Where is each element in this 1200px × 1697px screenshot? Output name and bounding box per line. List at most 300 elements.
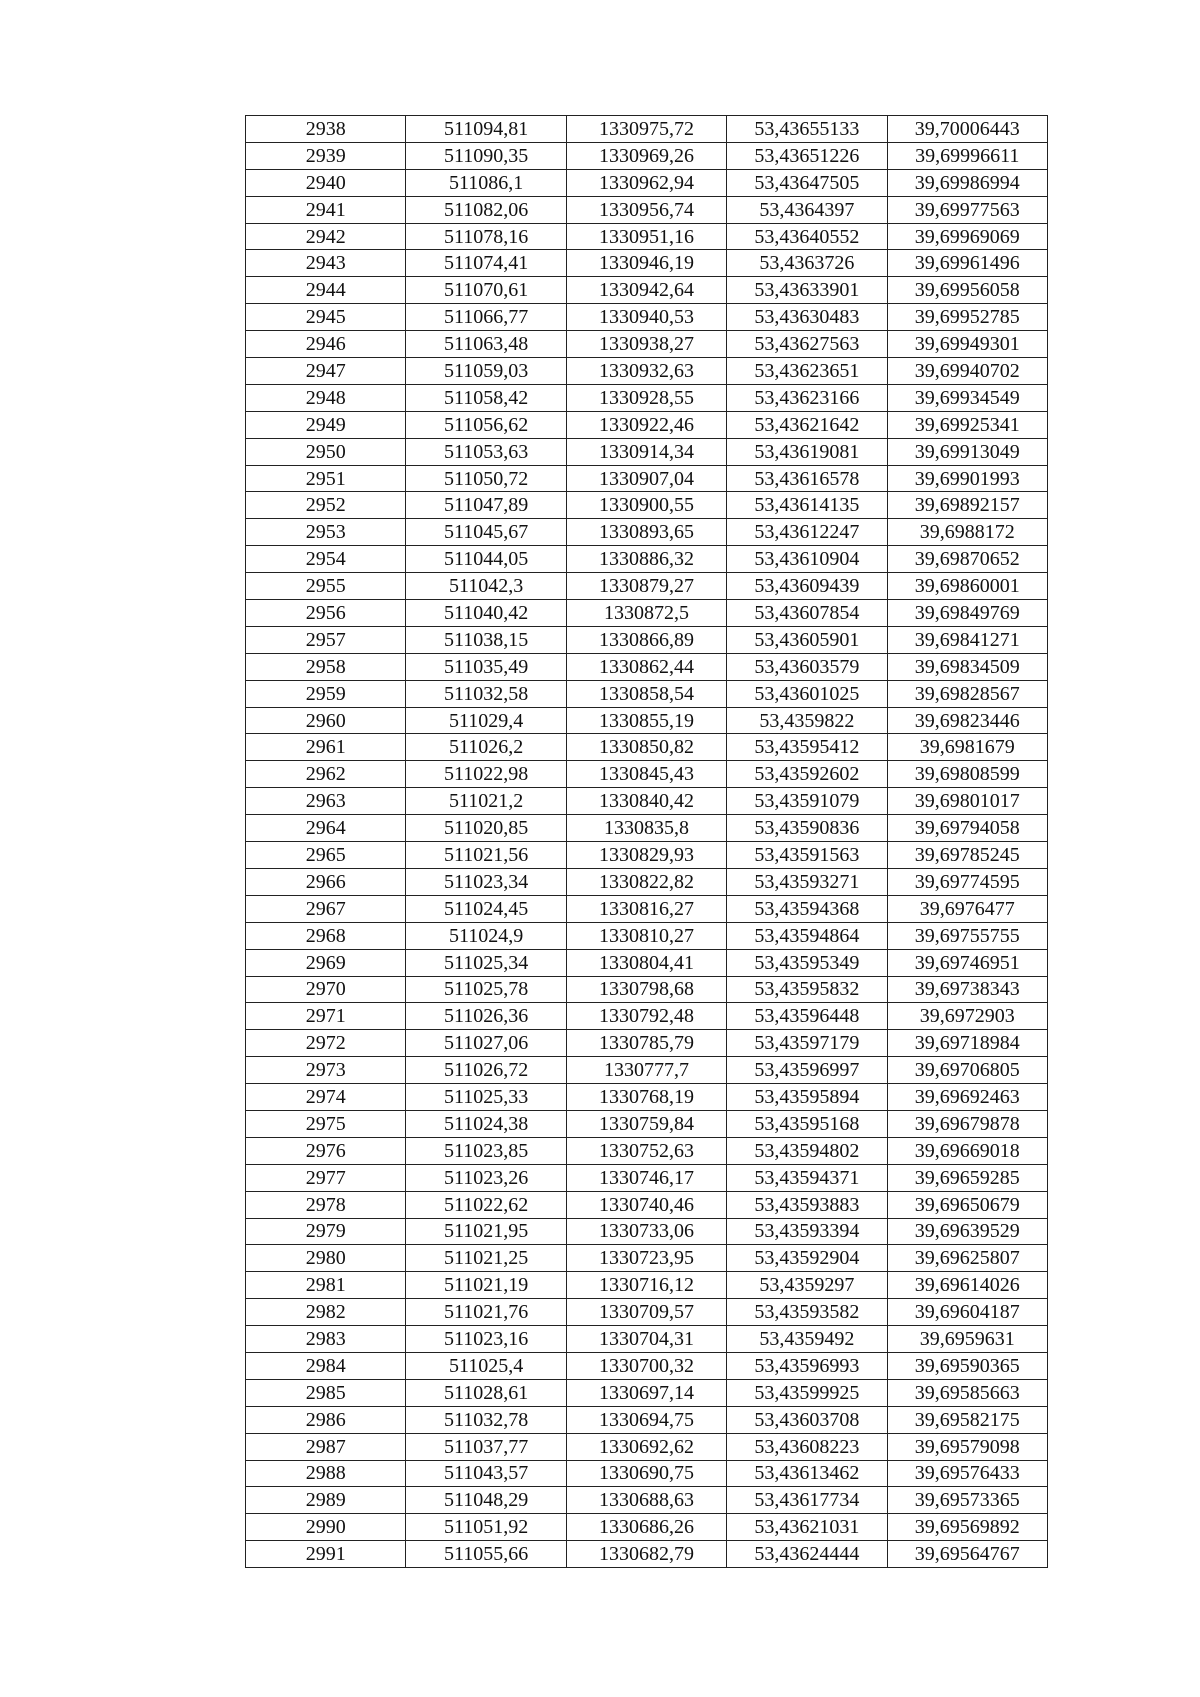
x-coordinate-cell: 511020,85 [406, 815, 566, 842]
table-row [246, 868, 1048, 895]
longitude-cell: 39,69841271 [887, 626, 1047, 653]
y-coordinate-cell: 1330785,79 [566, 1030, 726, 1057]
x-coordinate-cell: 511029,4 [406, 707, 566, 734]
latitude-cell: 53,43647505 [727, 169, 887, 196]
y-coordinate-cell: 1330682,79 [566, 1541, 726, 1568]
y-coordinate-cell: 1330746,17 [566, 1164, 726, 1191]
table-row [246, 626, 1048, 653]
x-coordinate-cell: 511035,49 [406, 653, 566, 680]
y-coordinate-cell: 1330855,19 [566, 707, 726, 734]
y-coordinate-cell: 1330777,7 [566, 1057, 726, 1084]
point-number-cell: 2973 [246, 1057, 406, 1084]
y-coordinate-cell: 1330928,55 [566, 384, 726, 411]
table-row [246, 142, 1048, 169]
longitude-cell: 39,69901993 [887, 465, 1047, 492]
point-number-cell: 2980 [246, 1245, 406, 1272]
y-coordinate-cell: 1330886,32 [566, 546, 726, 573]
y-coordinate-cell: 1330709,57 [566, 1299, 726, 1326]
table-row [246, 1352, 1048, 1379]
y-coordinate-cell: 1330866,89 [566, 626, 726, 653]
latitude-cell: 53,43599925 [727, 1379, 887, 1406]
longitude-cell: 39,69579098 [887, 1433, 1047, 1460]
point-number-cell: 2940 [246, 169, 406, 196]
latitude-cell: 53,43613462 [727, 1460, 887, 1487]
point-number-cell: 2955 [246, 573, 406, 600]
latitude-cell: 53,43590836 [727, 815, 887, 842]
table-row [246, 788, 1048, 815]
longitude-cell: 39,6972903 [887, 1003, 1047, 1030]
point-number-cell: 2988 [246, 1460, 406, 1487]
latitude-cell: 53,43596993 [727, 1352, 887, 1379]
table-row [246, 976, 1048, 1003]
x-coordinate-cell: 511082,06 [406, 196, 566, 223]
longitude-cell: 39,69808599 [887, 761, 1047, 788]
x-coordinate-cell: 511053,63 [406, 438, 566, 465]
latitude-cell: 53,43596448 [727, 1003, 887, 1030]
point-number-cell: 2941 [246, 196, 406, 223]
y-coordinate-cell: 1330858,54 [566, 680, 726, 707]
longitude-cell: 39,69659285 [887, 1164, 1047, 1191]
y-coordinate-cell: 1330688,63 [566, 1487, 726, 1514]
x-coordinate-cell: 511021,95 [406, 1218, 566, 1245]
longitude-cell: 39,69969069 [887, 223, 1047, 250]
latitude-cell: 53,43623651 [727, 358, 887, 385]
point-number-cell: 2987 [246, 1433, 406, 1460]
table-row [246, 653, 1048, 680]
point-number-cell: 2972 [246, 1030, 406, 1057]
longitude-cell: 39,69823446 [887, 707, 1047, 734]
y-coordinate-cell: 1330829,93 [566, 842, 726, 869]
y-coordinate-cell: 1330798,68 [566, 976, 726, 1003]
latitude-cell: 53,43593271 [727, 868, 887, 895]
longitude-cell: 39,69794058 [887, 815, 1047, 842]
point-number-cell: 2982 [246, 1299, 406, 1326]
latitude-cell: 53,4363726 [727, 250, 887, 277]
longitude-cell: 39,69692463 [887, 1084, 1047, 1111]
point-number-cell: 2960 [246, 707, 406, 734]
x-coordinate-cell: 511051,92 [406, 1514, 566, 1541]
point-number-cell: 2979 [246, 1218, 406, 1245]
x-coordinate-cell: 511055,66 [406, 1541, 566, 1568]
latitude-cell: 53,43610904 [727, 546, 887, 573]
y-coordinate-cell: 1330704,31 [566, 1326, 726, 1353]
latitude-cell: 53,4364397 [727, 196, 887, 223]
table-row [246, 1218, 1048, 1245]
point-number-cell: 2986 [246, 1406, 406, 1433]
longitude-cell: 39,69585663 [887, 1379, 1047, 1406]
table-row [246, 465, 1048, 492]
table-row [246, 1379, 1048, 1406]
latitude-cell: 53,43651226 [727, 142, 887, 169]
x-coordinate-cell: 511021,76 [406, 1299, 566, 1326]
point-number-cell: 2944 [246, 277, 406, 304]
latitude-cell: 53,43592602 [727, 761, 887, 788]
y-coordinate-cell: 1330810,27 [566, 922, 726, 949]
x-coordinate-cell: 511022,98 [406, 761, 566, 788]
table-row [246, 1245, 1048, 1272]
y-coordinate-cell: 1330962,94 [566, 169, 726, 196]
y-coordinate-cell: 1330900,55 [566, 492, 726, 519]
point-number-cell: 2969 [246, 949, 406, 976]
longitude-cell: 39,69892157 [887, 492, 1047, 519]
y-coordinate-cell: 1330840,42 [566, 788, 726, 815]
x-coordinate-cell: 511043,57 [406, 1460, 566, 1487]
x-coordinate-cell: 511038,15 [406, 626, 566, 653]
latitude-cell: 53,43607854 [727, 600, 887, 627]
point-number-cell: 2938 [246, 116, 406, 143]
y-coordinate-cell: 1330922,46 [566, 411, 726, 438]
x-coordinate-cell: 511040,42 [406, 600, 566, 627]
y-coordinate-cell: 1330700,32 [566, 1352, 726, 1379]
table-row [246, 411, 1048, 438]
x-coordinate-cell: 511056,62 [406, 411, 566, 438]
point-number-cell: 2963 [246, 788, 406, 815]
table-row [246, 1084, 1048, 1111]
table-row [246, 734, 1048, 761]
table-row [246, 680, 1048, 707]
latitude-cell: 53,43593883 [727, 1191, 887, 1218]
table-row [246, 1110, 1048, 1137]
latitude-cell: 53,43596997 [727, 1057, 887, 1084]
latitude-cell: 53,43616578 [727, 465, 887, 492]
point-number-cell: 2962 [246, 761, 406, 788]
y-coordinate-cell: 1330723,95 [566, 1245, 726, 1272]
x-coordinate-cell: 511026,72 [406, 1057, 566, 1084]
point-number-cell: 2939 [246, 142, 406, 169]
y-coordinate-cell: 1330940,53 [566, 304, 726, 331]
table-row [246, 116, 1048, 143]
longitude-cell: 39,69870652 [887, 546, 1047, 573]
longitude-cell: 39,69949301 [887, 331, 1047, 358]
x-coordinate-cell: 511021,25 [406, 1245, 566, 1272]
table-row [246, 600, 1048, 627]
longitude-cell: 39,69564767 [887, 1541, 1047, 1568]
table-row [246, 492, 1048, 519]
table-row [246, 384, 1048, 411]
point-number-cell: 2977 [246, 1164, 406, 1191]
point-number-cell: 2974 [246, 1084, 406, 1111]
longitude-cell: 39,69604187 [887, 1299, 1047, 1326]
x-coordinate-cell: 511066,77 [406, 304, 566, 331]
x-coordinate-cell: 511025,78 [406, 976, 566, 1003]
y-coordinate-cell: 1330845,43 [566, 761, 726, 788]
x-coordinate-cell: 511032,78 [406, 1406, 566, 1433]
x-coordinate-cell: 511021,56 [406, 842, 566, 869]
table-row [246, 922, 1048, 949]
x-coordinate-cell: 511070,61 [406, 277, 566, 304]
x-coordinate-cell: 511026,36 [406, 1003, 566, 1030]
longitude-cell: 39,6981679 [887, 734, 1047, 761]
x-coordinate-cell: 511023,34 [406, 868, 566, 895]
point-number-cell: 2971 [246, 1003, 406, 1030]
table-row [246, 1326, 1048, 1353]
table-row [246, 196, 1048, 223]
point-number-cell: 2990 [246, 1514, 406, 1541]
y-coordinate-cell: 1330969,26 [566, 142, 726, 169]
latitude-cell: 53,43594864 [727, 922, 887, 949]
longitude-cell: 39,69925341 [887, 411, 1047, 438]
x-coordinate-cell: 511025,34 [406, 949, 566, 976]
table-row [246, 223, 1048, 250]
latitude-cell: 53,43609439 [727, 573, 887, 600]
latitude-cell: 53,43605901 [727, 626, 887, 653]
longitude-cell: 39,69801017 [887, 788, 1047, 815]
longitude-cell: 39,69614026 [887, 1272, 1047, 1299]
point-number-cell: 2942 [246, 223, 406, 250]
x-coordinate-cell: 511032,58 [406, 680, 566, 707]
longitude-cell: 39,69738343 [887, 976, 1047, 1003]
latitude-cell: 53,43633901 [727, 277, 887, 304]
table-row [246, 707, 1048, 734]
y-coordinate-cell: 1330768,19 [566, 1084, 726, 1111]
point-number-cell: 2964 [246, 815, 406, 842]
latitude-cell: 53,43627563 [727, 331, 887, 358]
table-row [246, 169, 1048, 196]
latitude-cell: 53,43597179 [727, 1030, 887, 1057]
latitude-cell: 53,43591563 [727, 842, 887, 869]
x-coordinate-cell: 511074,41 [406, 250, 566, 277]
longitude-cell: 39,69952785 [887, 304, 1047, 331]
latitude-cell: 53,43603708 [727, 1406, 887, 1433]
table-row [246, 438, 1048, 465]
table-row [246, 1164, 1048, 1191]
point-number-cell: 2966 [246, 868, 406, 895]
longitude-cell: 39,69849769 [887, 600, 1047, 627]
latitude-cell: 53,43595168 [727, 1110, 887, 1137]
longitude-cell: 39,69913049 [887, 438, 1047, 465]
x-coordinate-cell: 511094,81 [406, 116, 566, 143]
latitude-cell: 53,43593394 [727, 1218, 887, 1245]
table-row [246, 573, 1048, 600]
table-row [246, 304, 1048, 331]
longitude-cell: 39,69679878 [887, 1110, 1047, 1137]
point-number-cell: 2981 [246, 1272, 406, 1299]
table-row [246, 761, 1048, 788]
x-coordinate-cell: 511045,67 [406, 519, 566, 546]
x-coordinate-cell: 511025,33 [406, 1084, 566, 1111]
table-row [246, 1460, 1048, 1487]
table-row [246, 949, 1048, 976]
point-number-cell: 2984 [246, 1352, 406, 1379]
point-number-cell: 2967 [246, 895, 406, 922]
table-row [246, 250, 1048, 277]
longitude-cell: 39,69977563 [887, 196, 1047, 223]
longitude-cell: 39,69576433 [887, 1460, 1047, 1487]
latitude-cell: 53,43655133 [727, 116, 887, 143]
coordinates-table [245, 115, 1048, 1568]
point-number-cell: 2957 [246, 626, 406, 653]
point-number-cell: 2965 [246, 842, 406, 869]
x-coordinate-cell: 511090,35 [406, 142, 566, 169]
table-row [246, 358, 1048, 385]
point-number-cell: 2961 [246, 734, 406, 761]
point-number-cell: 2959 [246, 680, 406, 707]
longitude-cell: 39,69718984 [887, 1030, 1047, 1057]
latitude-cell: 53,43595349 [727, 949, 887, 976]
point-number-cell: 2978 [246, 1191, 406, 1218]
point-number-cell: 2949 [246, 411, 406, 438]
y-coordinate-cell: 1330956,74 [566, 196, 726, 223]
table-row [246, 519, 1048, 546]
point-number-cell: 2948 [246, 384, 406, 411]
longitude-cell: 39,6959631 [887, 1326, 1047, 1353]
y-coordinate-cell: 1330932,63 [566, 358, 726, 385]
x-coordinate-cell: 511021,2 [406, 788, 566, 815]
table-row [246, 815, 1048, 842]
latitude-cell: 53,43623166 [727, 384, 887, 411]
latitude-cell: 53,43595412 [727, 734, 887, 761]
latitude-cell: 53,43619081 [727, 438, 887, 465]
y-coordinate-cell: 1330893,65 [566, 519, 726, 546]
longitude-cell: 39,69582175 [887, 1406, 1047, 1433]
latitude-cell: 53,43608223 [727, 1433, 887, 1460]
longitude-cell: 39,69828567 [887, 680, 1047, 707]
longitude-cell: 39,69755755 [887, 922, 1047, 949]
latitude-cell: 53,43591079 [727, 788, 887, 815]
longitude-cell: 39,69961496 [887, 250, 1047, 277]
y-coordinate-cell: 1330951,16 [566, 223, 726, 250]
longitude-cell: 39,69934549 [887, 384, 1047, 411]
x-coordinate-cell: 511028,61 [406, 1379, 566, 1406]
latitude-cell: 53,43593582 [727, 1299, 887, 1326]
x-coordinate-cell: 511086,1 [406, 169, 566, 196]
x-coordinate-cell: 511023,85 [406, 1137, 566, 1164]
y-coordinate-cell: 1330692,62 [566, 1433, 726, 1460]
latitude-cell: 53,4359492 [727, 1326, 887, 1353]
longitude-cell: 39,69625807 [887, 1245, 1047, 1272]
table-row [246, 1191, 1048, 1218]
table-row [246, 1272, 1048, 1299]
y-coordinate-cell: 1330792,48 [566, 1003, 726, 1030]
table-row [246, 895, 1048, 922]
y-coordinate-cell: 1330862,44 [566, 653, 726, 680]
latitude-cell: 53,43601025 [727, 680, 887, 707]
latitude-cell: 53,4359822 [727, 707, 887, 734]
point-number-cell: 2946 [246, 331, 406, 358]
longitude-cell: 39,69590365 [887, 1352, 1047, 1379]
latitude-cell: 53,43624444 [727, 1541, 887, 1568]
latitude-cell: 53,43595894 [727, 1084, 887, 1111]
x-coordinate-cell: 511026,2 [406, 734, 566, 761]
longitude-cell: 39,69940702 [887, 358, 1047, 385]
latitude-cell: 53,43594371 [727, 1164, 887, 1191]
y-coordinate-cell: 1330690,75 [566, 1460, 726, 1487]
x-coordinate-cell: 511022,62 [406, 1191, 566, 1218]
x-coordinate-cell: 511047,89 [406, 492, 566, 519]
table-row [246, 546, 1048, 573]
latitude-cell: 53,43630483 [727, 304, 887, 331]
table-row [246, 842, 1048, 869]
y-coordinate-cell: 1330686,26 [566, 1514, 726, 1541]
latitude-cell: 53,4359297 [727, 1272, 887, 1299]
longitude-cell: 39,70006443 [887, 116, 1047, 143]
latitude-cell: 53,43603579 [727, 653, 887, 680]
table-row [246, 1299, 1048, 1326]
point-number-cell: 2950 [246, 438, 406, 465]
longitude-cell: 39,69669018 [887, 1137, 1047, 1164]
table-row [246, 277, 1048, 304]
table-row [246, 1137, 1048, 1164]
point-number-cell: 2954 [246, 546, 406, 573]
longitude-cell: 39,6976477 [887, 895, 1047, 922]
x-coordinate-cell: 511027,06 [406, 1030, 566, 1057]
longitude-cell: 39,69986994 [887, 169, 1047, 196]
point-number-cell: 2958 [246, 653, 406, 680]
point-number-cell: 2945 [246, 304, 406, 331]
x-coordinate-cell: 511058,42 [406, 384, 566, 411]
longitude-cell: 39,69706805 [887, 1057, 1047, 1084]
point-number-cell: 2951 [246, 465, 406, 492]
longitude-cell: 39,6988172 [887, 519, 1047, 546]
table-row [246, 1514, 1048, 1541]
point-number-cell: 2953 [246, 519, 406, 546]
longitude-cell: 39,69746951 [887, 949, 1047, 976]
table-row [246, 1030, 1048, 1057]
y-coordinate-cell: 1330879,27 [566, 573, 726, 600]
y-coordinate-cell: 1330816,27 [566, 895, 726, 922]
latitude-cell: 53,43594802 [727, 1137, 887, 1164]
y-coordinate-cell: 1330740,46 [566, 1191, 726, 1218]
point-number-cell: 2983 [246, 1326, 406, 1353]
y-coordinate-cell: 1330694,75 [566, 1406, 726, 1433]
x-coordinate-cell: 511021,19 [406, 1272, 566, 1299]
y-coordinate-cell: 1330942,64 [566, 277, 726, 304]
longitude-cell: 39,69834509 [887, 653, 1047, 680]
x-coordinate-cell: 511037,77 [406, 1433, 566, 1460]
longitude-cell: 39,69573365 [887, 1487, 1047, 1514]
point-number-cell: 2956 [246, 600, 406, 627]
y-coordinate-cell: 1330733,06 [566, 1218, 726, 1245]
y-coordinate-cell: 1330752,63 [566, 1137, 726, 1164]
x-coordinate-cell: 511024,38 [406, 1110, 566, 1137]
table-row [246, 1406, 1048, 1433]
y-coordinate-cell: 1330822,82 [566, 868, 726, 895]
latitude-cell: 53,43617734 [727, 1487, 887, 1514]
point-number-cell: 2989 [246, 1487, 406, 1514]
longitude-cell: 39,69956058 [887, 277, 1047, 304]
x-coordinate-cell: 511025,4 [406, 1352, 566, 1379]
y-coordinate-cell: 1330835,8 [566, 815, 726, 842]
x-coordinate-cell: 511023,16 [406, 1326, 566, 1353]
x-coordinate-cell: 511042,3 [406, 573, 566, 600]
y-coordinate-cell: 1330914,34 [566, 438, 726, 465]
longitude-cell: 39,69569892 [887, 1514, 1047, 1541]
point-number-cell: 2943 [246, 250, 406, 277]
point-number-cell: 2947 [246, 358, 406, 385]
latitude-cell: 53,43612247 [727, 519, 887, 546]
latitude-cell: 53,43614135 [727, 492, 887, 519]
y-coordinate-cell: 1330850,82 [566, 734, 726, 761]
latitude-cell: 53,43592904 [727, 1245, 887, 1272]
x-coordinate-cell: 511048,29 [406, 1487, 566, 1514]
x-coordinate-cell: 511063,48 [406, 331, 566, 358]
y-coordinate-cell: 1330946,19 [566, 250, 726, 277]
longitude-cell: 39,69639529 [887, 1218, 1047, 1245]
latitude-cell: 53,43595832 [727, 976, 887, 1003]
latitude-cell: 53,43621031 [727, 1514, 887, 1541]
table-row [246, 331, 1048, 358]
y-coordinate-cell: 1330759,84 [566, 1110, 726, 1137]
table-row [246, 1433, 1048, 1460]
coordinates-table-body [246, 116, 1048, 1568]
y-coordinate-cell: 1330938,27 [566, 331, 726, 358]
point-number-cell: 2968 [246, 922, 406, 949]
point-number-cell: 2952 [246, 492, 406, 519]
point-number-cell: 2975 [246, 1110, 406, 1137]
longitude-cell: 39,69650679 [887, 1191, 1047, 1218]
table-row [246, 1541, 1048, 1568]
x-coordinate-cell: 511044,05 [406, 546, 566, 573]
